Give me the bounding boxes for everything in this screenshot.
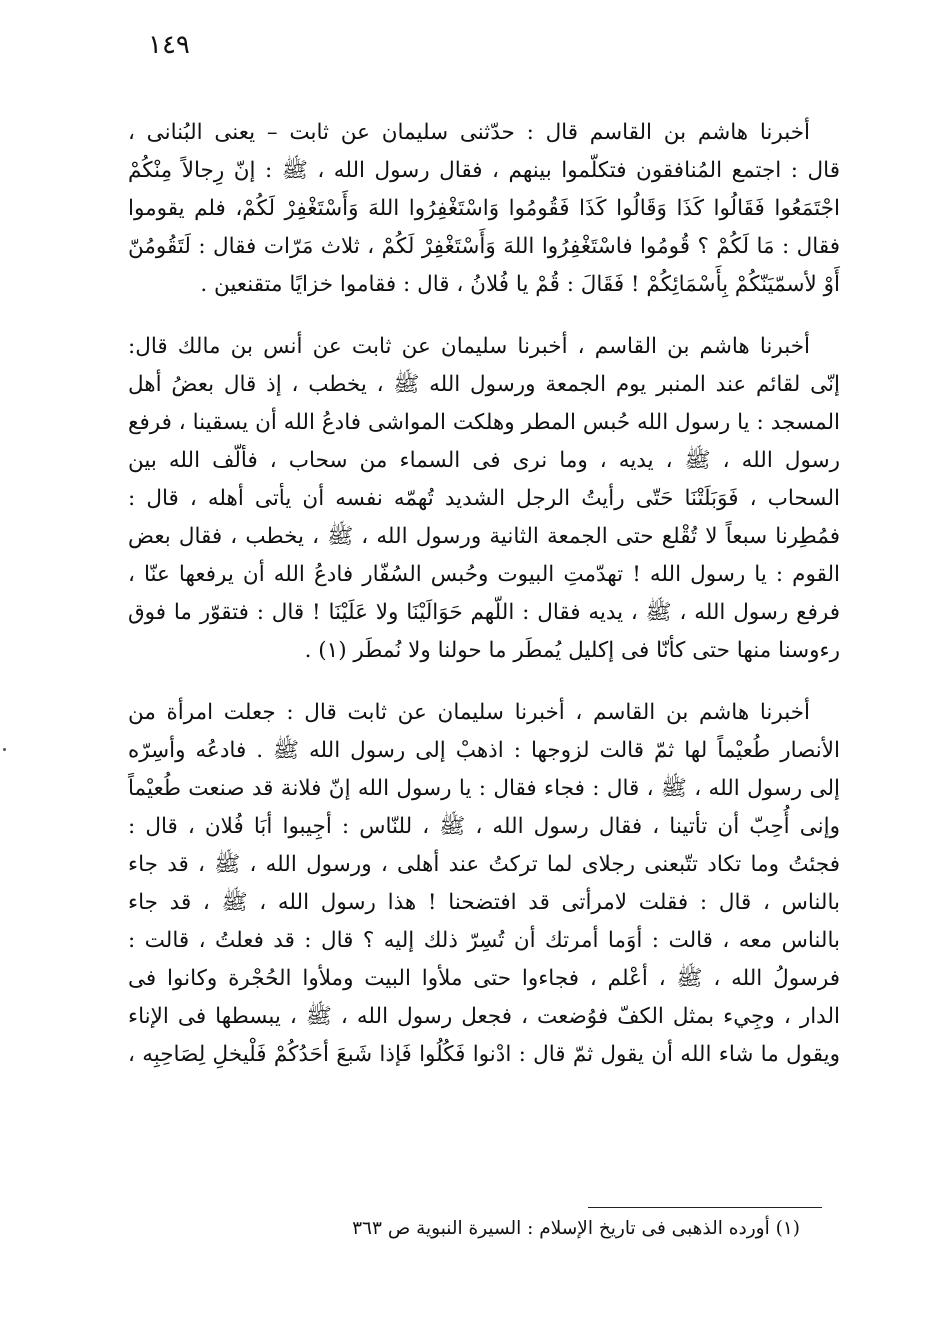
text-line: قال : اجتمع المُنافقون فتكلّموا بينهم ، فقال رسول الله ، ﷺ : إنّ رِجالاً مِنْكُمْ xyxy=(128,158,840,183)
text-line: فجئتُ وما تكاد تتّبعنى رجلاى لما تركتُ عند أهلى ، ورسول الله ، ﷺ ، قد جاء xyxy=(128,852,840,877)
text-line: فقال : مَا لَكُمْ ؟ قُومُوا فاسْتَغْفِرُوا اللهَ وَأَسْتَغْفِرْ لَكُمْ ، ثلاث مَرّات فقال : لَتَقُومُنّ xyxy=(128,234,840,259)
paragraph-3 xyxy=(128,694,840,1074)
paragraph-1 xyxy=(128,114,840,304)
text-line: وإنى أُحِبّ أن تأتينا ، فقال رسول الله ، ﷺ ، للنّاس : أجِيبوا أبَا فُلان ، قال : xyxy=(128,814,840,839)
scan-speck xyxy=(3,748,6,751)
paragraph-spacer xyxy=(128,304,840,328)
footnote-divider xyxy=(588,1207,822,1208)
text-line: بالناس معه ، قالت : أوَما أمرتك أن تُسِرّ ذلك إليه ؟ قال : قد فعلتُ ، قالت : xyxy=(128,928,840,953)
main-text xyxy=(128,114,840,1074)
text-line: رسول الله ، ﷺ ، يديه ، وما نرى فى السماء من سحاب ، فألّف الله بين xyxy=(128,448,840,473)
text-line: فرسولُ الله ، ﷺ ، أعْلم ، فجاءوا حتى ملأوا البيت وملأوا الحُجْرة وكانوا فى xyxy=(128,966,840,991)
text-line: أَوْ لأسمّيَنّكُمْ بِأَسْمَائِكُمْ ! فَقَالَ : قُمْ يا فُلانُ ، قال : فقاموا خزايًا متقنعين . xyxy=(200,272,840,297)
text-line: السحاب ، فَوَبَلَتْنَا حَتّى رأيتُ الرجل الشديد تُهمّه نفسه أن يأتى أهله ، قال : xyxy=(128,486,840,511)
footnote: (١) أورده الذهبى فى تاريخ الإسلام : السيرة النبوية ص ٣٦٣ xyxy=(352,1218,800,1239)
text-line: ويقول ما شاء الله أن يقول ثمّ قال : ادْنوا فَكُلُوا فَإذا شَبعَ أحَدُكُمْ فَلْيخلِ لِصَاحِبِه ، xyxy=(128,1042,840,1067)
text-line: إنّى لقائم عند المنبر يوم الجمعة ورسول الله ﷺ ، يخطب ، إذ قال بعضُ أهل xyxy=(128,372,840,397)
text-line: القوم : يا رسول الله ! تهدّمتِ البيوت وحُبس السُفّار فادعُ الله أن يرفعها عنّا ، xyxy=(128,562,840,587)
text-line: أخبرنا هاشم بن القاسم ، أخبرنا سليمان عن ثابت عن أنس بن مالك قال: xyxy=(128,334,810,359)
text-line: اجْتَمَعُوا فَقَالُوا كَذَا وَقَالُوا كَذَا فَقُومُوا وَاسْتَغْفِرُوا اللهَ وَأَسْتَغْفِرْ لَكُمْ، فلم يقوموا xyxy=(128,196,840,221)
text-line: المسجد : يا رسول الله حُبس المطر وهلكت المواشى فادعُ الله أن يسقينا ، فرفع xyxy=(128,410,840,435)
paragraph-2 xyxy=(128,328,840,670)
text-line: فمُطِرنا سبعاً لا تُقْلع حتى الجمعة الثانية ورسول الله ، ﷺ ، يخطب ، فقال بعض xyxy=(128,524,840,549)
text-line: رءوسنا منها حتى كأنّا فى إكليل يُمطَر ما حولنا ولا نُمطَر (١) . xyxy=(304,638,840,663)
text-line: أخبرنا هاشم بن القاسم ، أخبرنا سليمان عن ثابت قال : جعلت امرأة من xyxy=(128,700,810,725)
text-line: بالناس ، قال : فقلت لامرأتى قد افتضحنا ! هذا رسول الله ، ﷺ ، قد جاء xyxy=(128,890,840,915)
text-line: إلى رسول الله ، ﷺ ، قال : فجاء فقال : يا رسول الله إنّ فلانة قد صنعت طُعيْماً xyxy=(128,776,840,801)
text-line: الدار ، وجِيء بمثل الكفّ فوُضعت ، فجعل رسول الله ، ﷺ ، يبسطها فى الإناء xyxy=(128,1004,840,1029)
text-line: الأنصار طُعيْماً لها ثمّ قالت لزوجها : اذهبْ إلى رسول الله ﷺ . فادعُه وأسِرّه xyxy=(128,738,840,763)
paragraph-spacer xyxy=(128,670,840,694)
page-number: ١٤٩ xyxy=(148,30,190,60)
text-line: فرفع رسول الله ، ﷺ ، يديه فقال : اللّهم حَوَالَيْنَا ولا عَلَيْنَا ! قال : فتقوّر ما فوق xyxy=(128,600,840,625)
text-line: أخبرنا هاشم بن القاسم قال : حدّثنى سليمان عن ثابت – يعنى البُنانى ، xyxy=(128,120,810,145)
